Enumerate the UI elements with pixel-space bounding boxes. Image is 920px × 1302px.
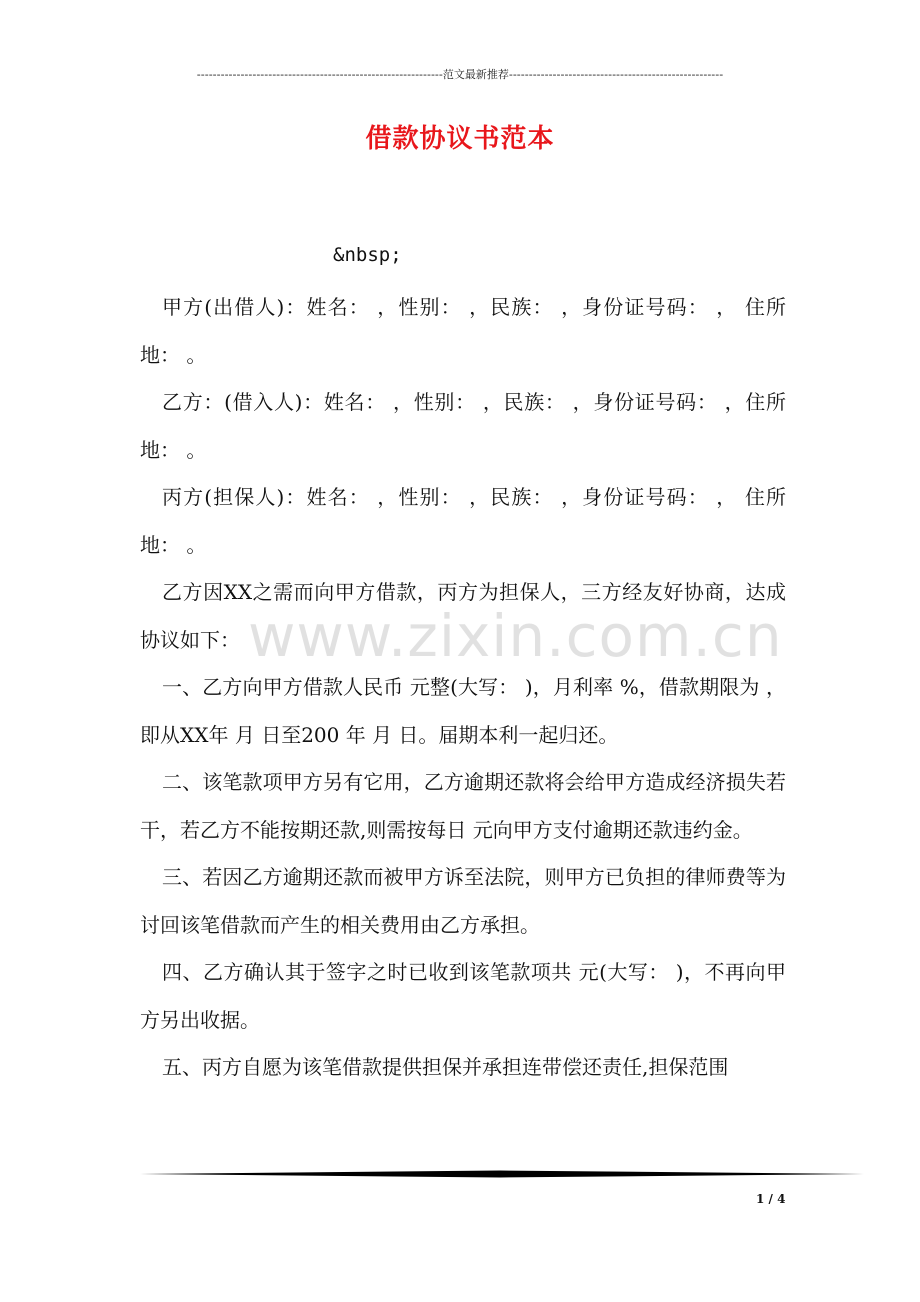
footer-divider bbox=[140, 1170, 864, 1178]
watermark-text: www.zixin.com.cn bbox=[248, 602, 783, 670]
party-b-paragraph: 乙方：(借入人)：姓名： ，性别： ，民族： ，身份证号码： ，住所地： 。 bbox=[140, 390, 786, 462]
clause-1-paragraph: 一、乙方向甲方借款人民币 元整(大写： )，月利率 %，借款期限为 ，即从XX年 月 日至200 年 月 日。届期本利一起归还。 bbox=[140, 675, 786, 747]
clause-2-paragraph: 二、该笔款项甲方另有它用，乙方逾期还款将会给甲方造成经济损失若干，若乙方不能按期还款,则需按每日 元向甲方支付逾期还款违约金。 bbox=[140, 770, 786, 842]
document-body bbox=[140, 284, 786, 1092]
nbsp-literal-text: &nbsp; bbox=[333, 244, 402, 266]
clause-4-paragraph: 四、乙方确认其于签字之时已收到该笔款项共 元(大写： )，不再向甲方另出收据。 bbox=[140, 960, 786, 1032]
preamble-paragraph: 乙方因XX之需而向甲方借款，丙方为担保人，三方经友好协商，达成协议如下： bbox=[140, 580, 786, 652]
page-header-banner: --------------------------------------------------------------范文最新推荐------------------------------------------------------ bbox=[196, 68, 724, 81]
clause-5-paragraph: 五、丙方自愿为该笔借款提供担保并承担连带偿还责任,担保范围 bbox=[162, 1055, 729, 1079]
page-number: 1 / 4 bbox=[756, 1192, 786, 1206]
document-title: 借款协议书范本 bbox=[365, 124, 555, 154]
party-c-paragraph: 丙方(担保人)：姓名： ，性别： ，民族： ，身份证号码： ， 住所地： 。 bbox=[140, 485, 786, 557]
clause-3-paragraph: 三、若因乙方逾期还款而被甲方诉至法院，则甲方已负担的律师费等为讨回该笔借款而产生的相关费用由乙方承担。 bbox=[140, 865, 786, 937]
party-a-paragraph: 甲方(出借人)：姓名： ，性别： ，民族： ，身份证号码： ， 住所地： 。 bbox=[140, 295, 786, 367]
